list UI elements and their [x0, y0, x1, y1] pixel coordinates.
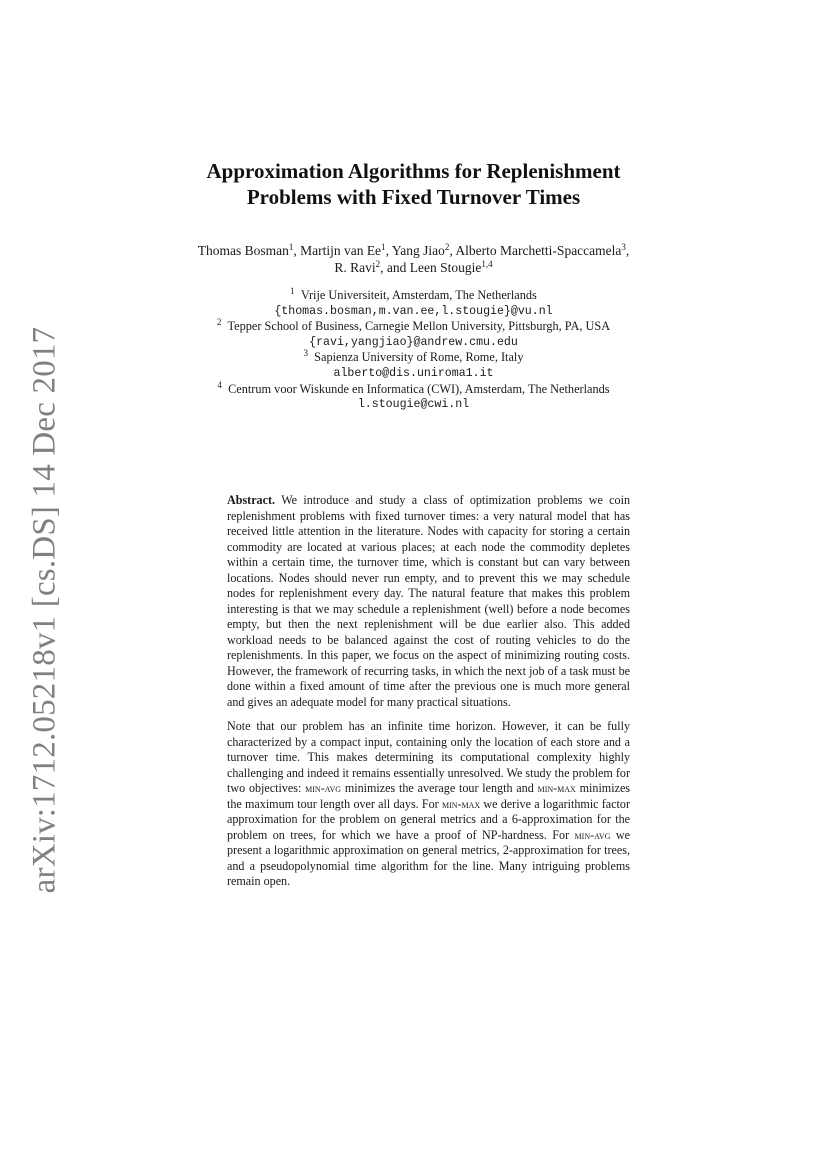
author-line-2: R. Ravi$^2$, and Leen Stougie$^{1,4}$	[334, 259, 493, 275]
affiliation-email: alberto@dis.uniroma1.it	[333, 366, 494, 380]
author-line-1: Thomas Bosman$^1$, Martijn van Ee$^1$, Yang Jiao$^2$, Alberto Marchetti-Spaccamela$^3$,	[197, 242, 630, 258]
affiliation: $^1$ Vrije Universiteit, Amsterdam, The Netherlands	[290, 286, 537, 302]
affiliation-email: {ravi,yangjiao}@andrew.cmu.edu	[309, 335, 518, 349]
abstract-paragraph-2: Note that our problem has an infinite time horizon. However, it can be fully characterized by a compact input, containing only the location of each store and a turnover time. This makes determining its computational complexity highly challenging and indeed it remains essentially unresolved. We study the problem for two objectives: min-avg minimizes the average tour length and min-max minimizes the maximum tour length over all days. For min-max we derive a logarithmic factor approximation for the problem on general metrics and a 6-approximation for the problem on trees, for which we have a proof of NP-hardness. For min-avg we present a logarithmic approximation on general metrics, 2-approximation for trees, and a pseudopolynomial time algorithm for the line. Many intriguing problems remain open.	[227, 719, 631, 888]
arxiv-identifier[interactable]: arXiv:1712.05218v1 [cs.DS] 14 Dec 2017	[26, 326, 63, 894]
affiliation-email: {thomas.bosman,m.van.ee,l.stougie}@vu.nl	[274, 304, 553, 318]
title-line-2: Problems with Fixed Turnover Times	[246, 185, 581, 209]
author-name: Yang Jiao	[391, 243, 445, 258]
author-list	[0, 242, 827, 276]
affiliation: $^2$ Tepper School of Business, Carnegie Mellon University, Pittsburgh, PA, USA	[216, 317, 611, 334]
author-name: Thomas Bosman	[197, 243, 289, 258]
author-affil-mark: 2	[375, 259, 381, 269]
affiliation-email: l.stougie@cwi.nl	[357, 398, 470, 412]
author-affil-mark: 2	[444, 242, 450, 252]
abstract-paragraph-1: Abstract. We introduce and study a class of optimization problems we coin replenishment problems with fixed turnover times: a very natural model that has received little attention in the literature. Nodes with capacity for storing a certain commodity are located at various places; at each node the commodity depletes within a certain time, the turnover time, which is constant but can vary between locations. Nodes should never run empty, and to prevent this we may schedule nodes for replenishment every day. The natural feature that makes this problem interesting is that we may schedule a replenishment (well) before a node becomes empty, but then the next replenishment will be due earlier also. This added workload needs to be balanced against the cost of routing vehicles to do the replenishments. In this paper, we focus on the aspect of minimizing routing costs. However, the framework of recurring tasks, in which the next job of a task must be done within a fixed amount of time after the previous one is much more general and gives an adequate model for many practical situations.	[227, 493, 630, 709]
author-name: Leen Stougie	[409, 260, 482, 275]
author-affil-mark: 1,4	[481, 259, 493, 269]
author-name: Alberto Marchetti-Spaccamela	[455, 243, 622, 258]
author-name: R. Ravi	[334, 260, 376, 275]
author-affil-mark: 1	[381, 242, 386, 252]
affiliation: $^4$ Centrum voor Wiskunde en Informatica (CWI), Amsterdam, The Netherlands	[217, 379, 610, 396]
author-name: Martijn van Ee	[300, 243, 382, 258]
author-affil-mark: 1	[288, 242, 294, 252]
affiliation-list	[0, 288, 827, 413]
abstract-label: Abstract.	[227, 493, 276, 507]
title-line-1: Approximation Algorithms for Replenishment	[206, 159, 621, 183]
abstract	[227, 493, 630, 890]
paper-title	[0, 158, 827, 210]
affiliation: $^3$ Sapienza University of Rome, Rome, Italy	[303, 348, 524, 365]
author-affil-mark: 3	[621, 242, 626, 252]
